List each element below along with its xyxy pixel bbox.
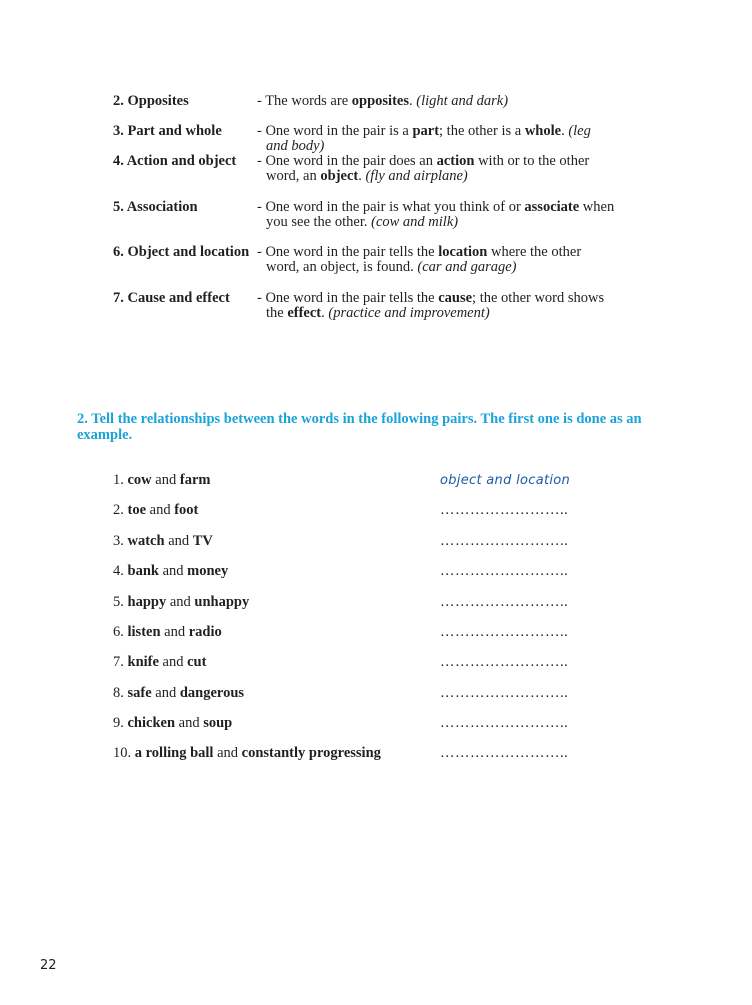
item-number: 1. <box>113 472 124 488</box>
item-number: 3. <box>113 533 124 549</box>
desc-text: - The words are <box>257 93 352 109</box>
item-word-2: TV <box>192 533 213 549</box>
desc-text: . <box>358 168 366 184</box>
exercise-item <box>113 502 198 518</box>
desc-example: (cow and milk) <box>371 214 459 230</box>
desc-text: - One word in the pair tells the <box>257 244 439 260</box>
exercise-item <box>113 654 206 670</box>
answer-blank[interactable]: …………………….. <box>440 533 569 549</box>
answer-blank[interactable]: …………………….. <box>440 594 569 610</box>
item-connector: and <box>146 502 175 518</box>
desc-text: word, an object, is found. <box>266 259 418 275</box>
answer-handwritten: object and location <box>440 473 571 488</box>
item-number: 8. <box>113 685 124 701</box>
desc-text: the <box>266 305 288 321</box>
definition-term: 7. Cause and effect <box>113 290 230 306</box>
item-word-2: foot <box>174 502 199 518</box>
answer-blank[interactable]: …………………….. <box>440 654 569 670</box>
desc-keyword: cause <box>438 290 473 306</box>
desc-keyword: object <box>320 168 359 184</box>
item-connector: and <box>175 715 204 731</box>
desc-text: ; the other is a <box>439 123 525 139</box>
desc-example: (leg <box>568 123 591 139</box>
item-word-1: watch <box>127 533 165 549</box>
exercise-item <box>113 472 210 488</box>
item-word-1: toe <box>127 502 147 518</box>
item-word-1: cow <box>127 472 152 488</box>
desc-keyword: action <box>436 153 475 169</box>
desc-text: word, an <box>266 168 321 184</box>
desc-example: (light and dark) <box>416 93 509 109</box>
desc-text: - One word in the pair is what you think of or <box>257 199 525 215</box>
item-word-2: radio <box>188 624 222 640</box>
item-word-1: a rolling ball <box>134 745 214 761</box>
desc-text: . <box>408 93 417 109</box>
desc-keyword: associate <box>524 199 580 215</box>
desc-text: . <box>321 305 329 321</box>
desc-keyword: effect <box>287 305 322 321</box>
item-connector: and <box>166 594 195 610</box>
definition-description <box>257 245 652 275</box>
item-number: 4. <box>113 563 124 579</box>
desc-text: - One word in the pair is a <box>257 123 413 139</box>
item-connector: and <box>164 533 193 549</box>
exercise-item <box>113 563 228 579</box>
definition-term: 4. Action and object <box>113 153 237 169</box>
definition-term: 5. Association <box>113 199 198 215</box>
item-word-2: cut <box>187 654 207 670</box>
item-connector: and <box>151 685 180 701</box>
item-word-1: listen <box>127 624 161 640</box>
item-number: 10. <box>113 745 132 761</box>
definition-description <box>257 291 652 321</box>
definition-description <box>257 124 652 154</box>
definition-description <box>257 94 652 109</box>
definition-description <box>257 154 652 184</box>
definition-term: 6. Object and location <box>113 244 250 260</box>
exercise-instruction: 2. Tell the relationships between the words in the following pairs. The first one is done as an example. <box>77 411 642 443</box>
exercise-item <box>113 745 381 761</box>
desc-text: - One word in the pair does an <box>257 153 437 169</box>
answer-blank[interactable]: …………………….. <box>440 563 569 579</box>
desc-text: - One word in the pair tells the <box>257 290 439 306</box>
exercise-item <box>113 594 249 610</box>
desc-example: (car and garage) <box>417 259 517 275</box>
item-connector: and <box>160 624 189 640</box>
desc-keyword: whole <box>524 123 562 139</box>
desc-keyword: opposites <box>351 93 409 109</box>
answer-blank[interactable]: …………………….. <box>440 715 569 731</box>
item-number: 6. <box>113 624 124 640</box>
item-connector: and <box>158 563 188 579</box>
item-connector: and <box>158 654 188 670</box>
item-word-2: money <box>187 563 229 579</box>
item-connector: and <box>151 472 180 488</box>
item-number: 7. <box>113 654 124 670</box>
exercise-item <box>113 624 222 640</box>
item-word-1: bank <box>127 563 159 579</box>
item-number: 5. <box>113 594 124 610</box>
desc-text: ; the other word shows <box>472 290 605 306</box>
item-number: 2. <box>113 502 124 518</box>
item-number: 9. <box>113 715 124 731</box>
desc-text: when <box>579 199 615 215</box>
item-connector: and <box>213 745 242 761</box>
exercise-item <box>113 715 232 731</box>
item-word-1: happy <box>127 594 167 610</box>
definition-term: 2. Opposites <box>113 93 189 109</box>
item-word-1: chicken <box>127 715 176 731</box>
item-word-1: safe <box>127 685 152 701</box>
definition-term: 3. Part and whole <box>113 123 222 139</box>
page-number: 22 <box>40 958 57 973</box>
definition-description <box>257 200 652 230</box>
desc-text: with or to the other <box>474 153 590 169</box>
desc-example: (fly and airplane) <box>365 168 468 184</box>
desc-text: you see the other. <box>266 214 372 230</box>
desc-keyword: location <box>438 244 488 260</box>
desc-text: where the other <box>487 244 582 260</box>
item-word-2: farm <box>179 472 211 488</box>
desc-keyword: part <box>412 123 440 139</box>
answer-blank[interactable]: …………………….. <box>440 624 569 640</box>
item-word-2: soup <box>203 715 233 731</box>
desc-example: and body) <box>266 138 325 154</box>
answer-blank[interactable]: …………………….. <box>440 745 569 761</box>
answer-blank[interactable]: …………………….. <box>440 502 569 518</box>
item-word-2: dangerous <box>179 685 245 701</box>
answer-blank[interactable]: …………………….. <box>440 685 569 701</box>
item-word-1: knife <box>127 654 159 670</box>
desc-example: (practice and improvement) <box>328 305 490 321</box>
exercise-item <box>113 533 213 549</box>
item-word-2: constantly progressing <box>241 745 381 761</box>
exercise-item <box>113 685 244 701</box>
item-word-2: unhappy <box>194 594 250 610</box>
desc-text: . <box>561 123 569 139</box>
